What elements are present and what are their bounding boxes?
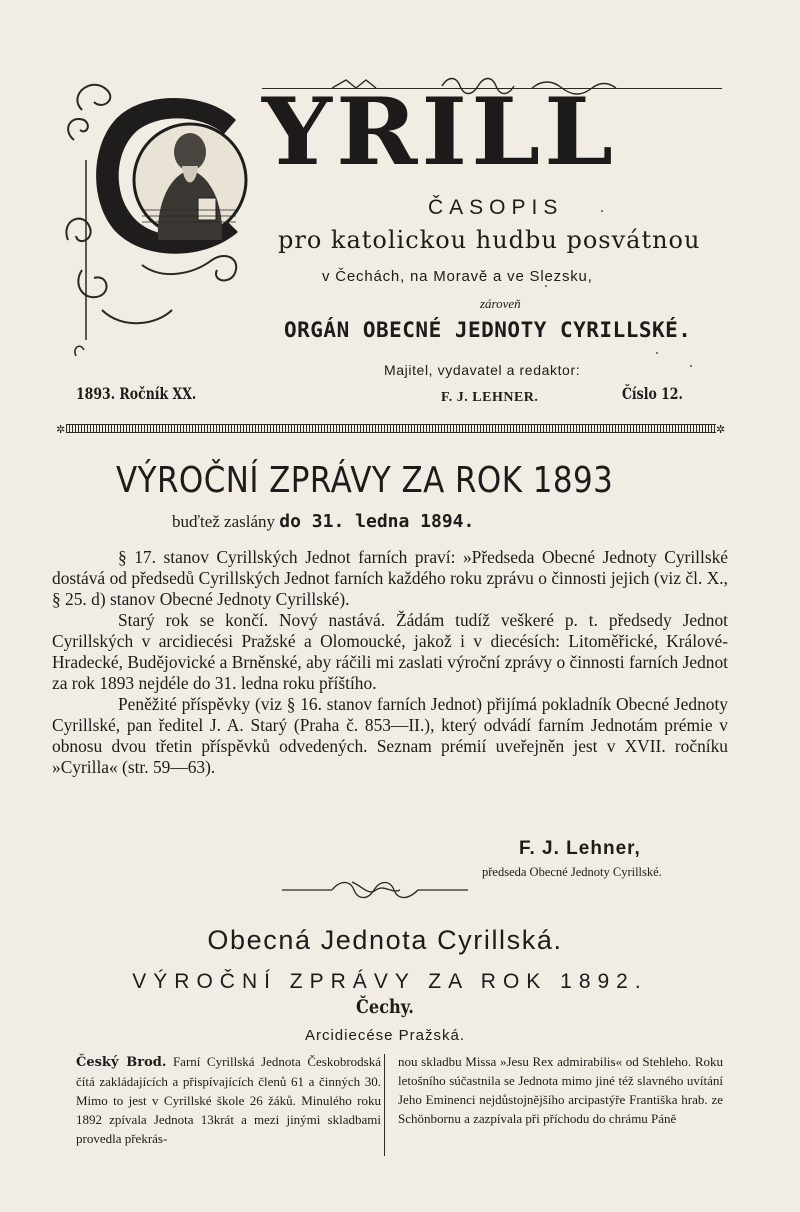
- left-column: [76, 1052, 381, 1148]
- section-land-heading: Čechy.: [356, 996, 414, 1018]
- right-column: [398, 1052, 723, 1128]
- paper-speck: [690, 365, 692, 367]
- column-separator: [384, 1054, 385, 1156]
- magazine-title: YRILL: [262, 77, 618, 187]
- notice-headline: VÝROČNÍ ZPRÁVY ZA ROK 1893: [116, 460, 614, 501]
- region-line: v Čechách, na Moravě a ve Slezsku,: [322, 268, 593, 285]
- paper-speck: [545, 285, 547, 287]
- section-diocese-heading: Arcidiecése Pražská.: [304, 1027, 466, 1044]
- editor-name: F. J. LEHNER.: [441, 390, 539, 405]
- deadline-date: do 31. ledna 1894.: [279, 511, 475, 532]
- issue-number: Číslo 12.: [622, 384, 683, 403]
- rule-star-left-icon: ✲: [56, 424, 66, 436]
- notice-paragraph: Starý rok se končí. Nový nastává. Žádám tudíž veškeré p. t. předsedy Jednot Cyrillských v arcidiecési Pražské a Olomoucké, jakož i v diecésích: Litoměřické, Králové-Hradecké, Budějovické a Brněnské, aby ráčili mi zaslati výroční zprávy o činnosti farních Jednot za rok 1893 nejdéle do 31. ledna roku příštího.: [52, 610, 728, 693]
- section-org-title: Obecná Jednota Cyrillská.: [207, 925, 563, 955]
- organ-line: ORGÁN OBECNÉ JEDNOTY CYRILLSKÉ.: [284, 318, 692, 342]
- signature-role: předseda Obecné Jednoty Cyrillské.: [482, 865, 662, 879]
- paper-speck: [601, 210, 603, 212]
- left-column-lead: Český Brod.: [76, 1055, 167, 1070]
- notice-body: [52, 547, 728, 778]
- section-divider-ornament: [282, 876, 468, 900]
- notice-paragraph: § 17. stanov Cyrillských Jednot farních praví: »Předseda Obecné Jednoty Cyrillské dostává od předsedů Cyrillských Jednot farních každého roku zprávu o činnosti jejich (viz čl. X., § 25. d) stanov Obecné Jednoty Cyrillské).: [52, 547, 728, 609]
- right-column-text: nou skladbu Missa »Jesu Rex admirabilis« od Stehleho. Roku letošního súčastnila se Jednota mimo jiné též slavného uvítání Jeho Eminenci nejdůstojnějšího arcipastýře Františka hrab. ze Schönbornu a zazpívala při příchodu do chrámu Páně: [398, 1054, 723, 1126]
- initial-c-with-portrait: [86, 90, 258, 260]
- left-column-text: Farní Cyrillská Jednota Českobrodská čítá zakládajících a přispívajících členů 61 a činných 30. Mimo to jest v Cyrillské škole 26 žáků. Minulého roku 1892 zpívala Jednota 13krát a mezi jinými skladbami provedla překrás-: [76, 1054, 381, 1146]
- deadline-prefix: buďtež zaslány: [172, 512, 276, 531]
- publisher-line: Majitel, vydavatel a redaktor:: [384, 362, 581, 378]
- magazine-subtitle: pro katolickou hudbu posvátnou: [278, 226, 701, 254]
- year-volume: 1893. Ročník XX.: [76, 384, 197, 403]
- deadline-line: [172, 511, 474, 532]
- masthead-hatched-rule: [66, 424, 716, 433]
- casopis-label: ČASOPIS: [428, 196, 564, 219]
- rule-star-right-icon: ✲: [716, 424, 726, 436]
- notice-paragraph: Peněžité příspěvky (viz § 16. stanov farních Jednot) přijímá pokladník Obecné Jednoty Cyrillské, pan ředitel J. A. Starý (Praha č. 853—II.), který odvádí farním Jednotám prémie v obnosu dvou třetin příspěvků odvedených. Seznam prémií uveřejněn jest v XVII. ročníku »Cyrilla« (str. 59—63).: [52, 694, 728, 777]
- zaroven-word: zároveň: [480, 296, 521, 311]
- section-report-title: VÝROČNÍ ZPRÁVY ZA ROK 1892.: [132, 970, 648, 993]
- signature-name: F. J. Lehner,: [519, 838, 641, 859]
- paper-speck: [656, 352, 658, 354]
